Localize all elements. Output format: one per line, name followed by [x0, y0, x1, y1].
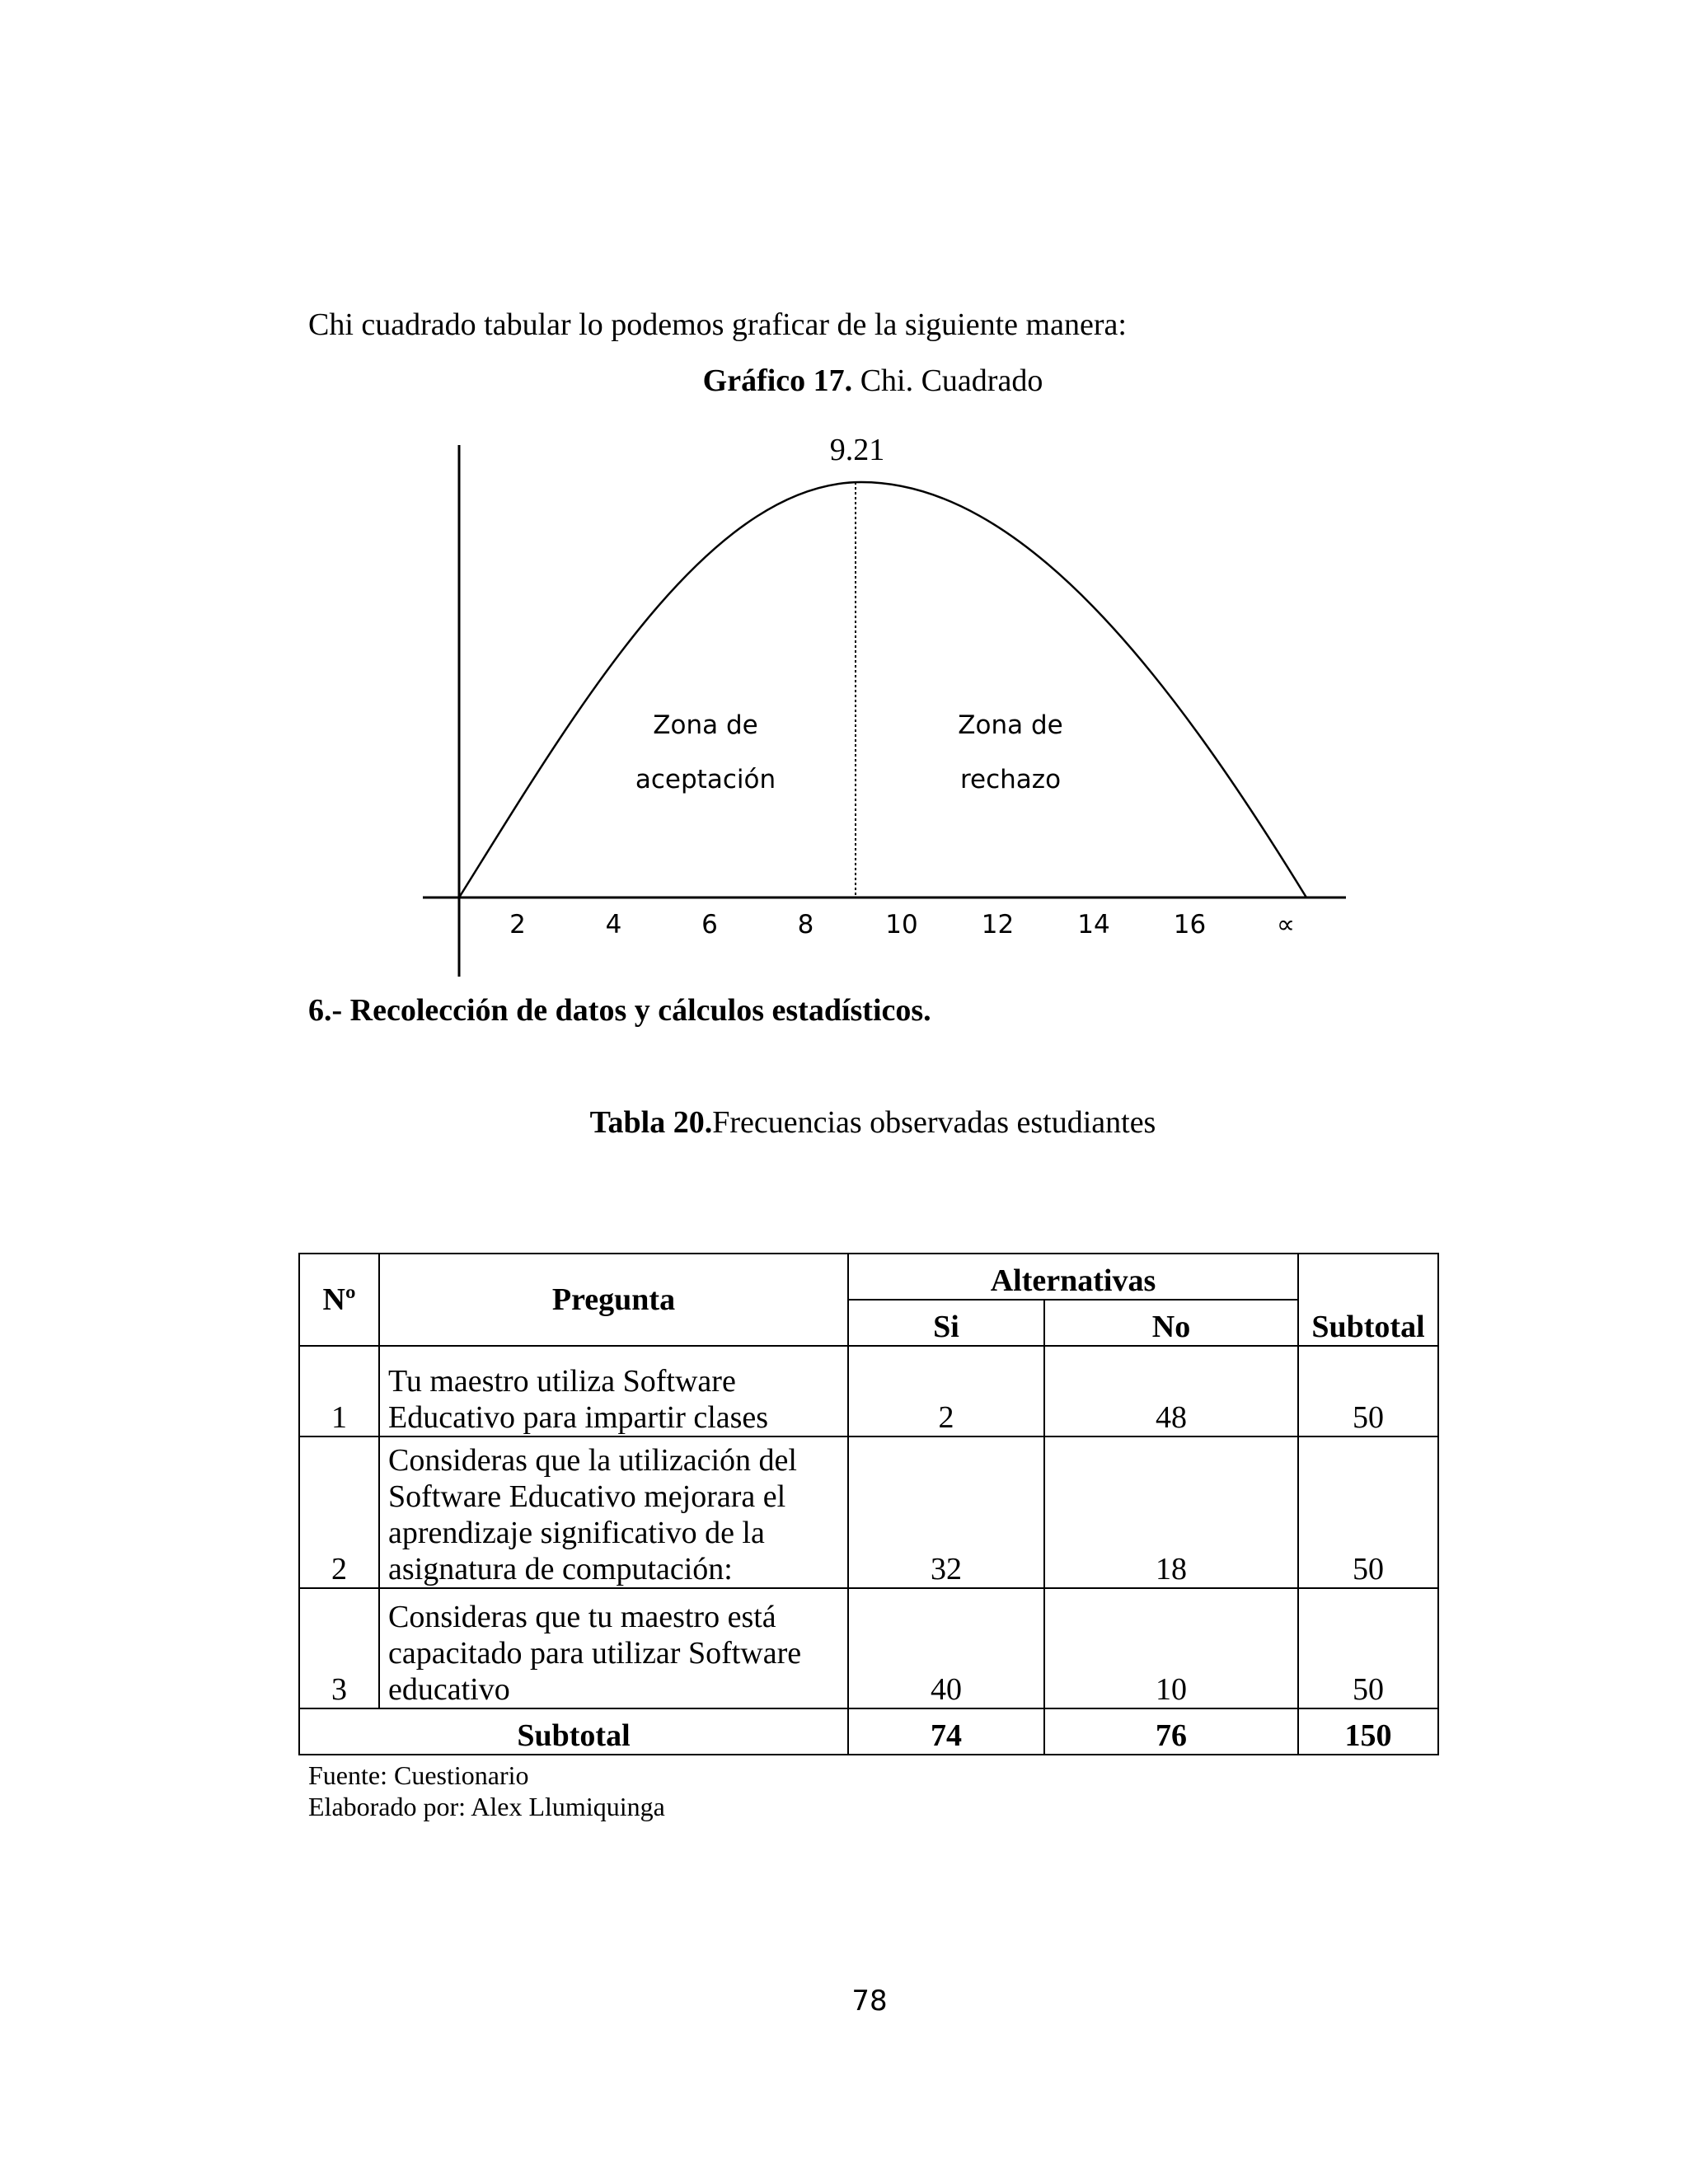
chi-square-curve [459, 482, 1306, 898]
table-row [299, 1436, 1438, 1588]
author-note: Elaborado por: Alex Llumiquinga [308, 1792, 665, 1821]
col-header-number: Nº [299, 1254, 379, 1346]
x-tick-label: 14 [1077, 910, 1110, 940]
table-caption-title: Frecuencias observadas estudiantes [712, 1105, 1156, 1140]
figure-caption-title: Chi. Cuadrado [852, 363, 1043, 398]
col-header-no: No [1044, 1300, 1298, 1346]
x-tick-label: 2 [509, 910, 526, 940]
col-header-si: Si [848, 1300, 1044, 1346]
source-note: Fuente: Cuestionario [308, 1760, 529, 1790]
row-number: 3 [299, 1588, 379, 1708]
row-subtotal: 50 [1298, 1588, 1438, 1708]
row-number: 1 [299, 1346, 379, 1436]
x-tick-labels [509, 910, 1295, 940]
totals-no: 76 [1044, 1708, 1298, 1755]
acceptance-zone-label-2: aceptación [635, 765, 776, 794]
question-line: aprendizaje significativo de la [388, 1516, 765, 1550]
x-tick-label: 8 [797, 910, 814, 940]
x-tick-label: ∝ [1276, 910, 1296, 940]
x-tick-label: 10 [885, 910, 918, 940]
row-si: 32 [848, 1436, 1044, 1588]
totals-si: 74 [848, 1708, 1044, 1755]
row-no: 10 [1044, 1588, 1298, 1708]
table-totals-row [299, 1708, 1438, 1755]
question-line: asignatura de computación: [388, 1552, 733, 1586]
row-question [379, 1436, 848, 1588]
row-si: 40 [848, 1588, 1044, 1708]
chi-square-chart [0, 0, 1688, 989]
acceptance-zone-label-1: Zona de [653, 710, 758, 740]
question-line: Educativo para impartir clases [388, 1400, 769, 1435]
row-no: 48 [1044, 1346, 1298, 1436]
question-line: educativo [388, 1672, 510, 1707]
row-subtotal: 50 [1298, 1346, 1438, 1436]
section-heading: 6.- Recolección de datos y cálculos estadísticos. [308, 993, 931, 1028]
col-header-alternatives: Alternativas [848, 1254, 1298, 1300]
x-tick-label: 4 [605, 910, 622, 940]
row-question [379, 1588, 848, 1708]
question-line: capacitado para utilizar Software [388, 1636, 802, 1671]
rejection-zone-label-1: Zona de [958, 710, 1063, 740]
col-header-subtotal: Subtotal [1298, 1254, 1438, 1346]
row-subtotal: 50 [1298, 1436, 1438, 1588]
row-number: 2 [299, 1436, 379, 1588]
table-row [299, 1346, 1438, 1436]
col-header-question: Pregunta [379, 1254, 848, 1346]
question-line: Software Educativo mejorara el [388, 1479, 786, 1514]
table-caption-number: Tabla 20. [589, 1105, 713, 1140]
table-body [299, 1346, 1438, 1708]
table-caption [0, 1104, 1688, 1141]
chart-axes [423, 445, 1346, 977]
x-tick-label: 16 [1173, 910, 1207, 940]
page-number: 78 [851, 1985, 888, 2018]
question-line: Tu maestro utiliza Software [388, 1364, 736, 1399]
rejection-zone-label-2: rechazo [959, 765, 1062, 794]
question-line: Consideras que tu maestro está [388, 1600, 776, 1634]
row-no: 18 [1044, 1436, 1298, 1588]
x-tick-label: 6 [701, 910, 718, 940]
critical-value-label: 9.21 [829, 433, 885, 467]
totals-subtotal: 150 [1298, 1708, 1438, 1755]
frequency-table [298, 1253, 1439, 1755]
intro-text: Chi cuadrado tabular lo podemos graficar de la siguiente manera: [308, 307, 1127, 342]
figure-caption-number: Gráfico 17. [702, 363, 853, 398]
x-tick-label: 12 [981, 910, 1015, 940]
table-row [299, 1588, 1438, 1708]
row-si: 2 [848, 1346, 1044, 1436]
row-question [379, 1346, 848, 1436]
totals-label: Subtotal [299, 1708, 848, 1755]
question-line: Consideras que la utilización del [388, 1443, 797, 1478]
